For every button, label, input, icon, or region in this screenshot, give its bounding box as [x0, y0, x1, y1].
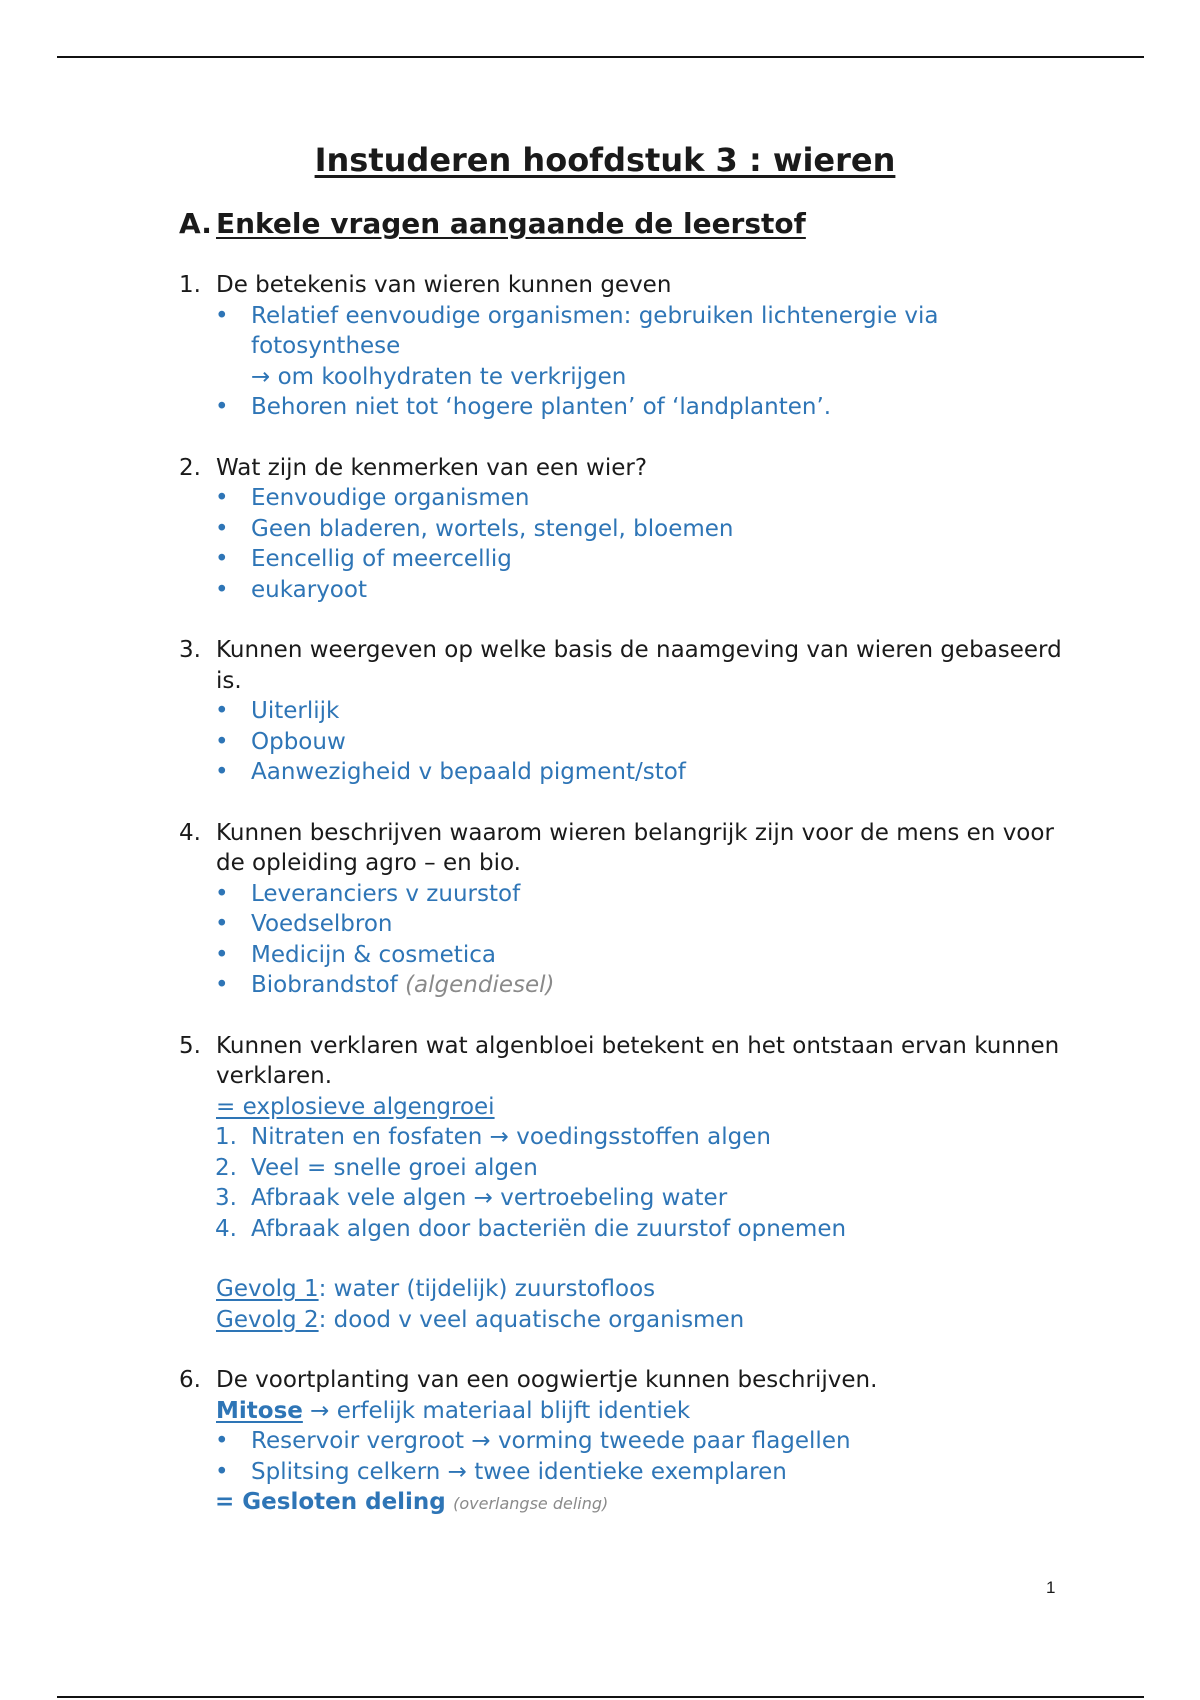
answer-list — [179, 879, 1079, 1001]
list-item: • Medicijn & cosmetica — [179, 940, 1079, 971]
list-item: • Biobrandstof (algendiesel) — [179, 970, 1079, 1001]
question-1 — [179, 270, 1079, 301]
section-heading-text: Enkele vragen aangaande de leerstof — [216, 207, 806, 240]
list-item: • eukaryoot — [179, 575, 1079, 606]
bullet-note: (algendiesel) — [405, 972, 555, 998]
question-number: 5. — [179, 1032, 201, 1059]
question-4 — [179, 818, 1079, 879]
answer-list — [179, 483, 1079, 605]
question-6 — [179, 1365, 1079, 1426]
mitose-label: Mitose — [216, 1397, 303, 1424]
question-number: 3. — [179, 637, 201, 663]
question-number: 4. — [179, 819, 201, 846]
list-item: • Uiterlijk — [179, 696, 1079, 727]
list-item: 3. Afbraak vele algen → vertroebeling water — [215, 1185, 728, 1211]
section-letter: A. — [179, 207, 212, 240]
definition: = explosieve algengroei — [216, 1093, 495, 1120]
answer-list — [179, 1426, 1079, 1487]
list-item: • Voedselbron — [179, 909, 1079, 940]
question-list — [179, 270, 1079, 1520]
answer-list — [179, 301, 1079, 423]
question-5 — [179, 1031, 1079, 1123]
question-text: Kunnen verklaren wat algenbloei betekent en het ontstaan ervan kunnen verklaren. — [216, 1032, 1060, 1089]
question-text: Wat zijn de kenmerken van een wier? — [216, 454, 648, 481]
page-title: Instuderen hoofdstuk 3 : wieren — [314, 141, 896, 179]
list-item: • Opbouw — [179, 727, 1079, 758]
question-2 — [179, 453, 1079, 484]
list-item: • Eenvoudige organismen — [179, 483, 1079, 514]
question-number: 1. — [179, 272, 201, 298]
question-number: 6. — [179, 1367, 201, 1393]
conclusion-note: (overlangse deling) — [453, 1494, 609, 1513]
consequences — [179, 1274, 1079, 1335]
consequence-2: Gevolg 2: dood v veel aquatische organismen — [216, 1306, 745, 1333]
list-item: • Eencellig of meercellig — [179, 544, 1079, 575]
consequence-1: Gevolg 1: water (tijdelijk) zuurstofloos — [216, 1276, 656, 1302]
question-text: Kunnen beschrijven waarom wieren belangrijk zijn voor de mens en voor de opleiding agro – en bio. — [216, 819, 1054, 876]
bottom-rule — [57, 1696, 1144, 1698]
list-item: • Splitsing celkern → twee identieke exemplaren — [179, 1457, 1079, 1488]
step-list — [179, 1122, 1079, 1244]
conclusion: = Gesloten deling (overlangse deling) — [215, 1489, 609, 1515]
list-item: • Relatief eenvoudige organismen: gebruiken lichtenergie via fotosynthese → om koolhydraten te verkrijgen — [179, 301, 1079, 393]
answer-list — [179, 696, 1079, 788]
list-item: • Reservoir vergroot → vorming tweede paar flagellen — [179, 1426, 1079, 1457]
list-item: 4. Afbraak algen door bacteriën die zuurstof opnemen — [215, 1215, 847, 1242]
question-text: Kunnen weergeven op welke basis de naamgeving van wieren gebaseerd is. — [216, 637, 1062, 694]
question-3 — [179, 635, 1079, 696]
list-item: 1. Nitraten en fosfaten → voedingsstoffen algen — [215, 1124, 771, 1150]
page-number: 1 — [1046, 1578, 1056, 1597]
top-rule — [57, 56, 1144, 58]
list-item: 2. Veel = snelle groei algen — [215, 1154, 538, 1181]
question-text: De betekenis van wieren kunnen geven — [216, 272, 672, 298]
question-number: 2. — [179, 454, 201, 481]
arrow-line: → om koolhydraten te verkrijgen — [251, 363, 627, 390]
list-item: • Geen bladeren, wortels, stengel, bloemen — [179, 514, 1079, 545]
list-item: • Leveranciers v zuurstof — [179, 879, 1079, 910]
list-item: • Behoren niet tot ‘hogere planten’ of ‘landplanten’. — [179, 392, 1079, 423]
section-heading — [179, 206, 806, 242]
mitose-line: Mitose → erfelijk materiaal blijft identiek — [216, 1397, 691, 1424]
list-item: • Aanwezigheid v bepaald pigment/stof — [179, 757, 1079, 788]
question-text: De voortplanting van een oogwiertje kunnen beschrijven. — [216, 1367, 878, 1393]
